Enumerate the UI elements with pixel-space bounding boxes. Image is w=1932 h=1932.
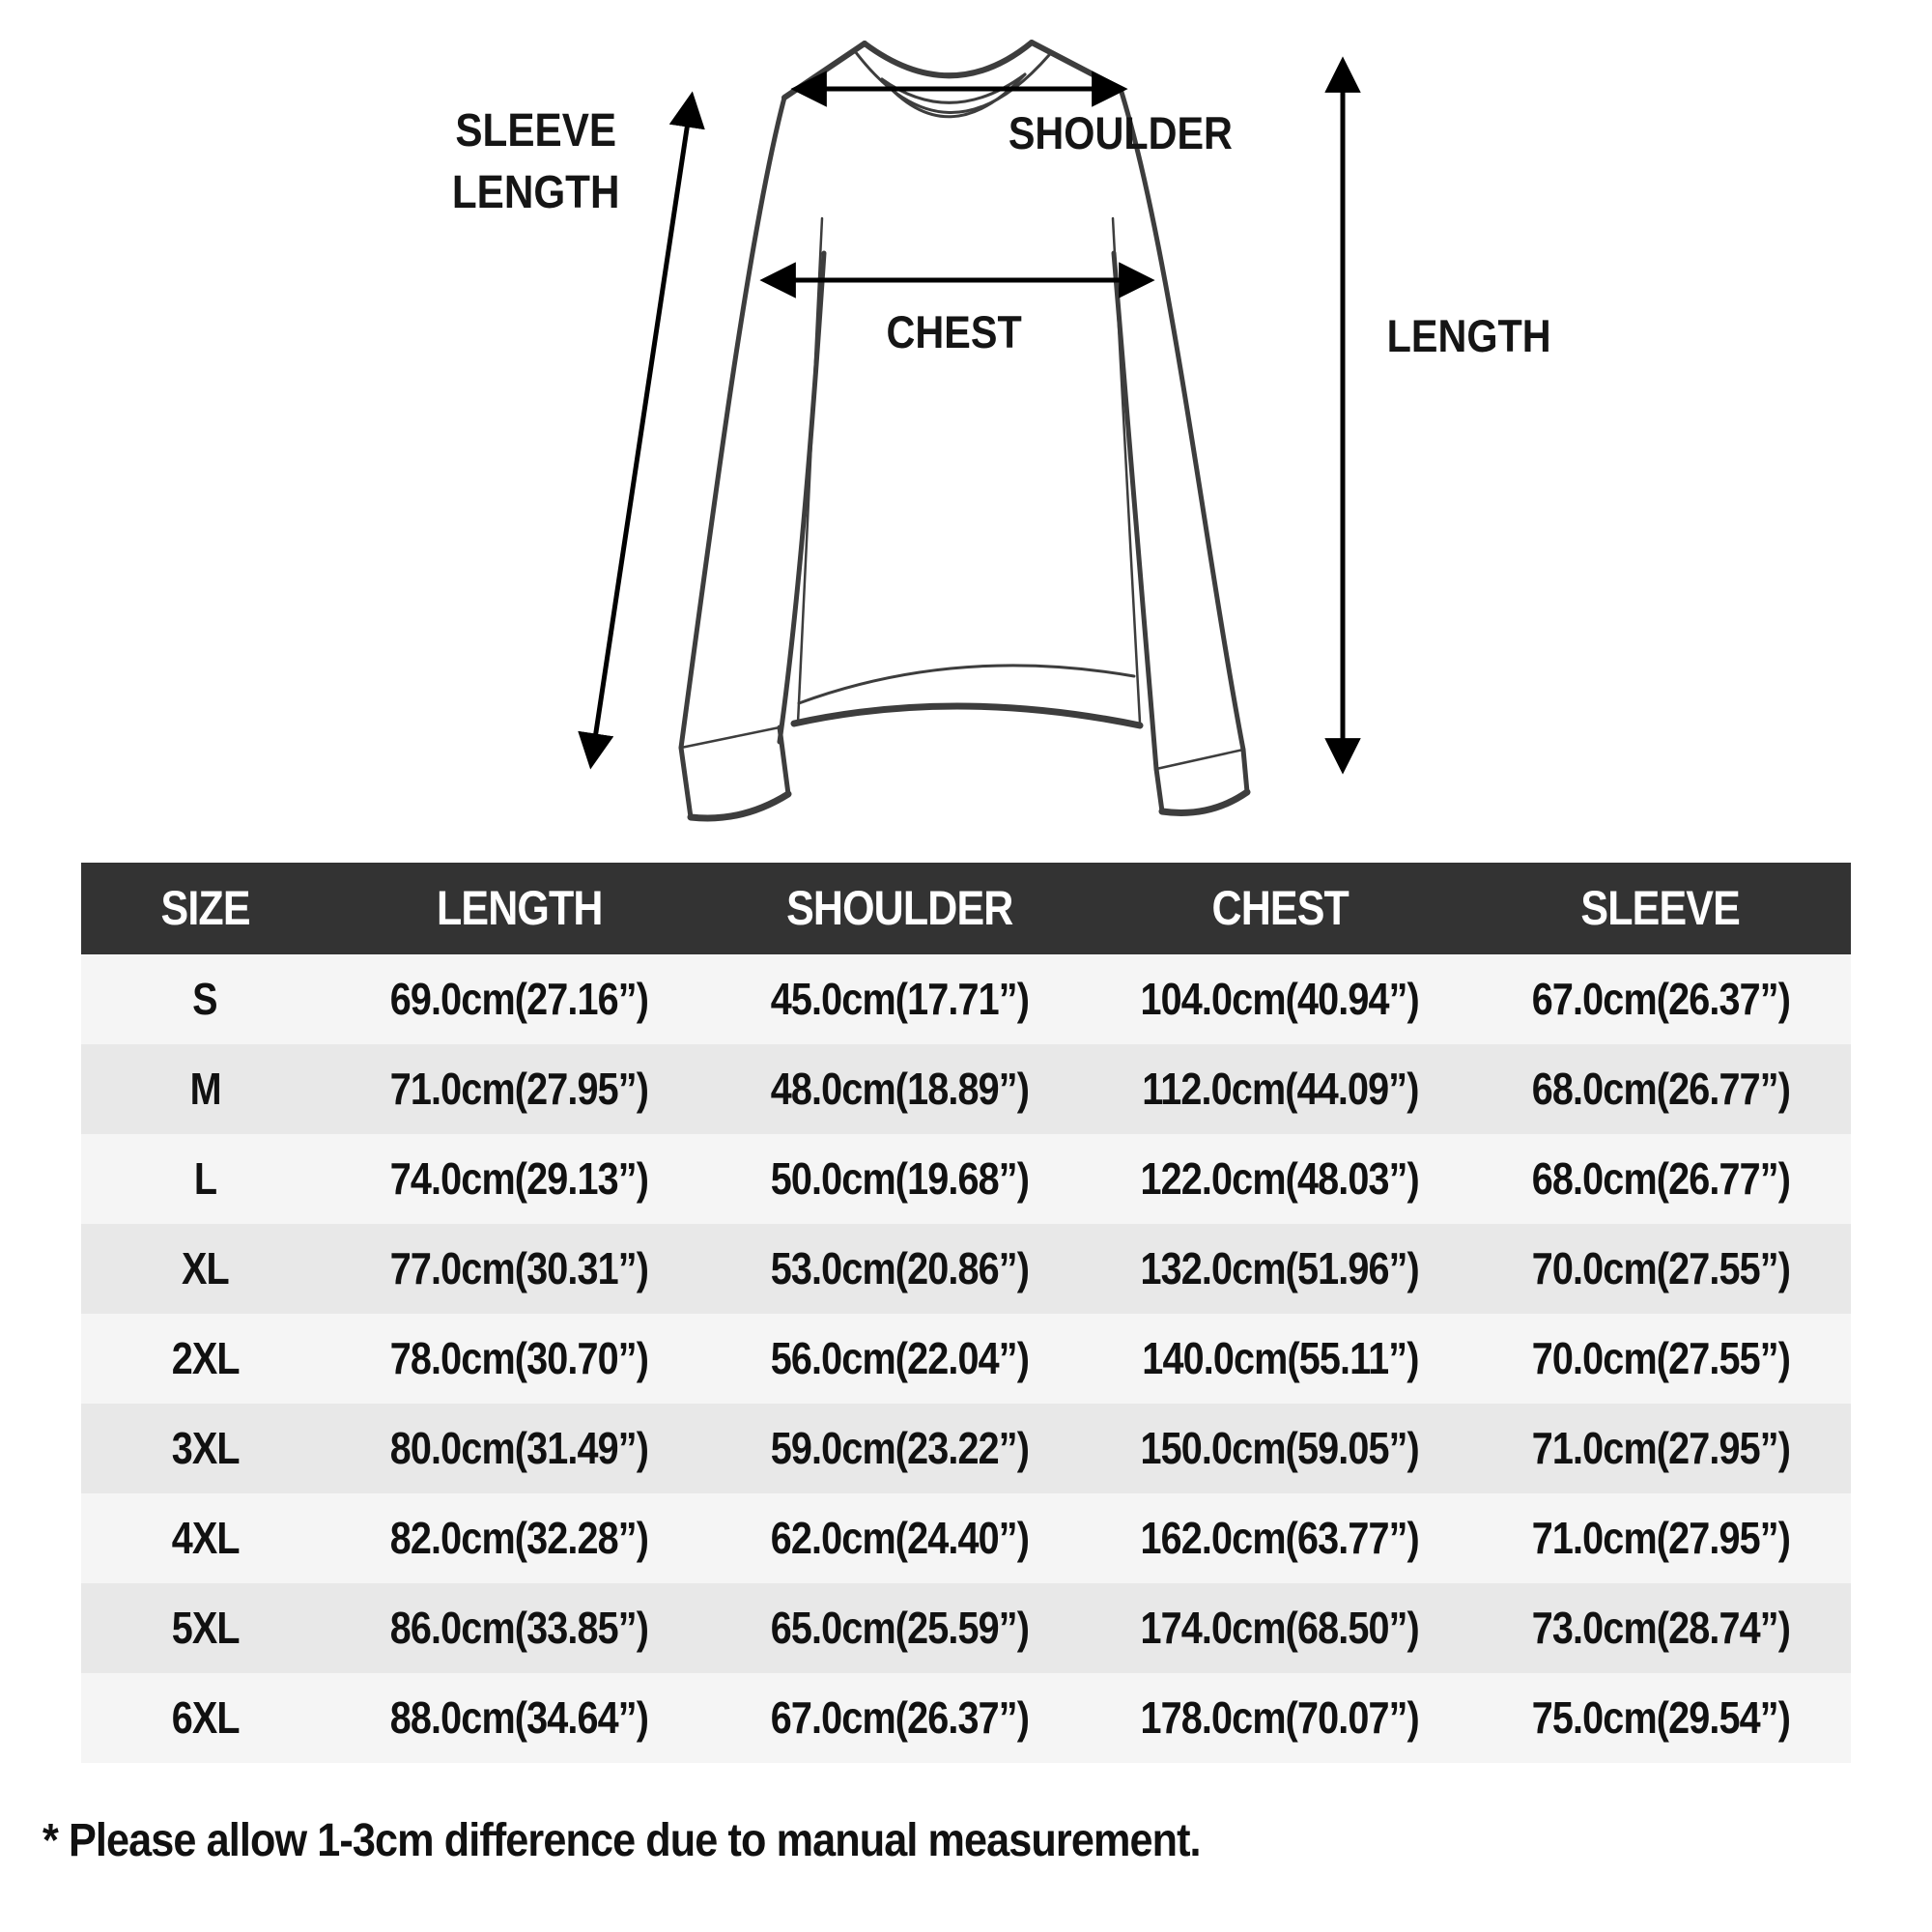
size-value-text: XL	[181, 1243, 229, 1293]
length-label	[1376, 309, 1562, 362]
length-label-text: LENGTH	[1386, 310, 1551, 361]
chest-value-text: 112.0cm(44.09”)	[1142, 1064, 1419, 1114]
table-row-4xl	[81, 1493, 1851, 1583]
shoulder-value-text: 62.0cm(24.40”)	[770, 1513, 1029, 1563]
column-header-length	[328, 863, 709, 954]
column-header-shoulder	[709, 863, 1090, 954]
size-value	[81, 1044, 328, 1134]
length-value-text: 82.0cm(32.28”)	[389, 1513, 649, 1563]
size-chart-table	[81, 863, 1851, 1763]
chest-value-text: 132.0cm(51.96”)	[1140, 1243, 1420, 1293]
size-value	[81, 1493, 328, 1583]
column-header-sleeve-text: SLEEVE	[1580, 881, 1741, 935]
size-value-text: S	[192, 974, 217, 1024]
sleeve-value	[1470, 954, 1851, 1044]
column-header-sleeve	[1470, 863, 1851, 954]
chest-label-text: CHEST	[886, 306, 1023, 357]
size-value-text: 3XL	[171, 1423, 240, 1473]
length-value-text: 77.0cm(30.31”)	[389, 1243, 649, 1293]
chest-value	[1090, 1314, 1470, 1404]
length-value-text: 71.0cm(27.95”)	[389, 1064, 649, 1114]
sleeve-length-label	[415, 100, 657, 224]
shoulder-value-text: 50.0cm(19.68”)	[770, 1153, 1029, 1204]
chest-value	[1090, 1493, 1470, 1583]
sleeve-value	[1470, 1673, 1851, 1763]
length-value	[328, 1493, 709, 1583]
length-value	[328, 954, 709, 1044]
size-value-text: 6XL	[171, 1692, 240, 1743]
sleeve-value-text: 68.0cm(26.77”)	[1531, 1064, 1790, 1114]
size-value-text: M	[189, 1064, 221, 1114]
chest-value	[1090, 1404, 1470, 1493]
length-value-text: 74.0cm(29.13”)	[389, 1153, 649, 1204]
shoulder-value-text: 45.0cm(17.71”)	[770, 974, 1029, 1024]
shoulder-value-text: 59.0cm(23.22”)	[770, 1423, 1029, 1473]
size-value	[81, 1673, 328, 1763]
chest-value-text: 150.0cm(59.05”)	[1140, 1423, 1420, 1473]
sleeve-value-text: 71.0cm(27.95”)	[1531, 1423, 1790, 1473]
sleeve-value	[1470, 1583, 1851, 1673]
shoulder-value	[709, 1314, 1090, 1404]
length-value	[328, 1224, 709, 1314]
chest-value	[1090, 1673, 1470, 1763]
size-value	[81, 1134, 328, 1224]
shoulder-value-text: 48.0cm(18.89”)	[770, 1064, 1029, 1114]
column-header-size	[81, 863, 328, 954]
table-row-5xl	[81, 1583, 1851, 1673]
column-header-shoulder-text: SHOULDER	[786, 881, 1013, 935]
size-value	[81, 1314, 328, 1404]
sleeve-value-text: 73.0cm(28.74”)	[1531, 1603, 1790, 1653]
chest-value-text: 178.0cm(70.07”)	[1140, 1692, 1420, 1743]
sleeve-value-text: 75.0cm(29.54”)	[1531, 1692, 1790, 1743]
length-value	[328, 1404, 709, 1493]
table-row-s	[81, 954, 1851, 1044]
chest-value	[1090, 1134, 1470, 1224]
length-value-text: 78.0cm(30.70”)	[389, 1333, 649, 1383]
sleeve-value	[1470, 1314, 1851, 1404]
table-row-3xl	[81, 1404, 1851, 1493]
chest-value	[1090, 1044, 1470, 1134]
length-value-text: 80.0cm(31.49”)	[389, 1423, 649, 1473]
shoulder-value	[709, 1493, 1090, 1583]
measurement-disclaimer-note	[43, 1814, 1329, 1867]
size-value	[81, 1404, 328, 1493]
sleeve-value-text: 71.0cm(27.95”)	[1531, 1513, 1790, 1563]
size-value	[81, 954, 328, 1044]
table-row-6xl	[81, 1673, 1851, 1763]
table-row-xl	[81, 1224, 1851, 1314]
measurement-disclaimer-text: * Please allow 1-3cm difference due to manual measurement.	[43, 1815, 1201, 1866]
shoulder-value	[709, 1583, 1090, 1673]
shoulder-value-text: 65.0cm(25.59”)	[770, 1603, 1029, 1653]
table-row-2xl	[81, 1314, 1851, 1404]
sleeve-value-text: 68.0cm(26.77”)	[1531, 1153, 1790, 1204]
length-value	[328, 1134, 709, 1224]
shoulder-value	[709, 1044, 1090, 1134]
length-value	[328, 1044, 709, 1134]
shoulder-value	[709, 1404, 1090, 1493]
length-value	[328, 1583, 709, 1673]
sleeve-value	[1470, 1493, 1851, 1583]
size-value-text: 4XL	[171, 1513, 240, 1563]
chest-value	[1090, 1583, 1470, 1673]
chest-value-text: 174.0cm(68.50”)	[1140, 1603, 1420, 1653]
length-value-text: 86.0cm(33.85”)	[389, 1603, 649, 1653]
shoulder-value	[709, 1134, 1090, 1224]
chest-value-text: 122.0cm(48.03”)	[1140, 1153, 1420, 1204]
chest-value-text: 104.0cm(40.94”)	[1140, 974, 1420, 1024]
size-value-text: 5XL	[171, 1603, 240, 1653]
chest-label	[838, 305, 1070, 358]
column-header-size-text: SIZE	[160, 881, 250, 935]
length-value-text: 88.0cm(34.64”)	[389, 1692, 649, 1743]
shoulder-value-text: 67.0cm(26.37”)	[770, 1692, 1029, 1743]
sweatshirt-outline-drawing	[0, 0, 1932, 862]
sleeve-value	[1470, 1044, 1851, 1134]
sleeve-length-label-line1: SLEEVE	[455, 105, 617, 156]
sleeve-length-label-line2: LENGTH	[452, 167, 620, 218]
sleeve-value	[1470, 1134, 1851, 1224]
column-header-chest	[1090, 863, 1470, 954]
chest-value-text: 140.0cm(55.11”)	[1142, 1333, 1419, 1383]
chest-value	[1090, 1224, 1470, 1314]
shoulder-value	[709, 1673, 1090, 1763]
shoulder-value-text: 53.0cm(20.86”)	[770, 1243, 1029, 1293]
shoulder-label	[993, 106, 1248, 159]
sleeve-value-text: 70.0cm(27.55”)	[1531, 1243, 1790, 1293]
size-value-text: L	[193, 1153, 216, 1204]
length-value	[328, 1673, 709, 1763]
length-value	[328, 1314, 709, 1404]
chest-value-text: 162.0cm(63.77”)	[1140, 1513, 1420, 1563]
size-value-text: 2XL	[171, 1333, 240, 1383]
column-header-chest-text: CHEST	[1211, 881, 1349, 935]
shoulder-value	[709, 1224, 1090, 1314]
shoulder-value	[709, 954, 1090, 1044]
table-header-row	[81, 863, 1851, 954]
sleeve-value-text: 67.0cm(26.37”)	[1531, 974, 1790, 1024]
column-header-length-text: LENGTH	[436, 881, 603, 935]
sleeve-value	[1470, 1404, 1851, 1493]
table-row-m	[81, 1044, 1851, 1134]
length-value-text: 69.0cm(27.16”)	[389, 974, 649, 1024]
size-value	[81, 1224, 328, 1314]
size-value	[81, 1583, 328, 1673]
table-row-l	[81, 1134, 1851, 1224]
sleeve-value-text: 70.0cm(27.55”)	[1531, 1333, 1790, 1383]
chest-value	[1090, 954, 1470, 1044]
shoulder-value-text: 56.0cm(22.04”)	[770, 1333, 1029, 1383]
garment-measurement-diagram	[0, 0, 1932, 862]
sleeve-value	[1470, 1224, 1851, 1314]
shoulder-label-text: SHOULDER	[1008, 107, 1233, 158]
